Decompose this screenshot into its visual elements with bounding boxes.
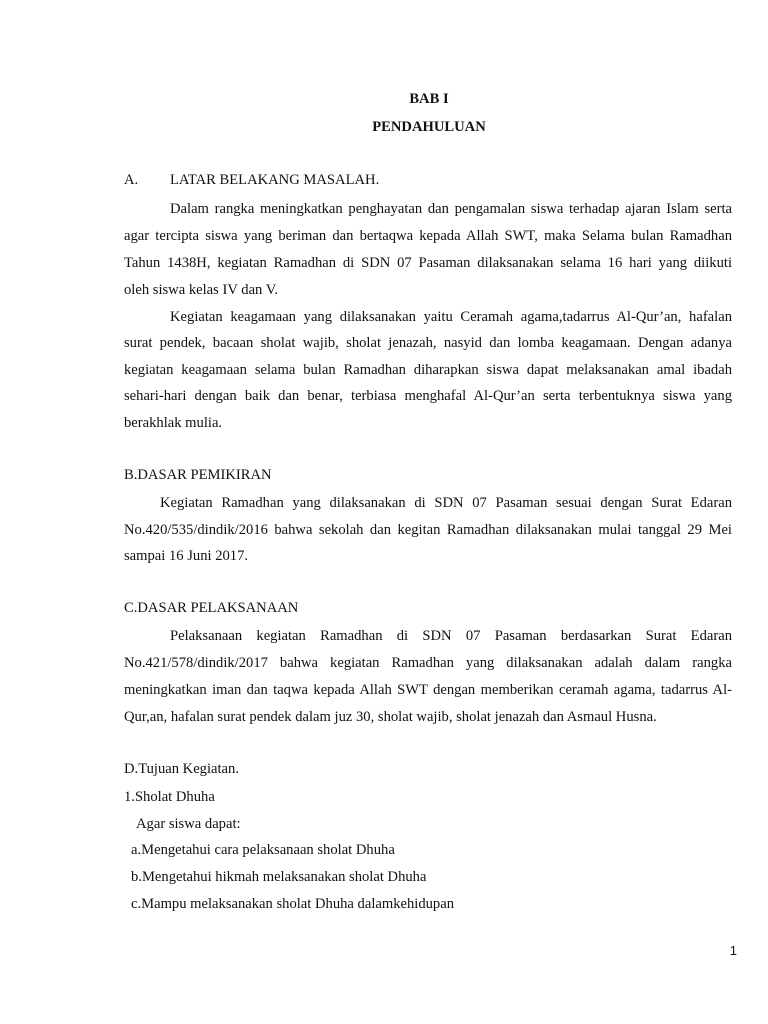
section-c-heading: C.DASAR PELAKSANAAN bbox=[124, 600, 299, 616]
section-a-line: Tahun 1438H, kegiatan Ramadhan di SDN 07 Pasaman dilaksanakan selama 16 hari yang diikuti bbox=[124, 255, 732, 271]
section-a-line: berakhlak mulia. bbox=[124, 415, 223, 431]
section-d-point: c.Mampu melaksanakan sholat Dhuha dalamkehidupan bbox=[131, 896, 454, 912]
section-d-point: a.Mengetahui cara pelaksanaan sholat Dhuha bbox=[131, 842, 395, 858]
section-d-point: b.Mengetahui hikmah melaksanakan sholat Dhuha bbox=[131, 869, 427, 885]
section-a-line: Dalam rangka meningkatkan penghayatan dan pengamalan siswa terhadap ajaran Islam serta bbox=[170, 201, 732, 217]
chapter-number: BAB I bbox=[409, 91, 449, 107]
section-a-title: LATAR BELAKANG MASALAH. bbox=[170, 172, 380, 188]
section-c-line: Pelaksanaan kegiatan Ramadhan di SDN 07 Pasaman berdasarkan Surat Edaran bbox=[170, 628, 732, 644]
page-number: 1 bbox=[729, 943, 737, 958]
section-a-line: agar tercipta siswa yang beriman dan bertaqwa kepada Allah SWT, maka Selama bulan Ramadhan bbox=[124, 228, 732, 244]
chapter-title: PENDAHULUAN bbox=[372, 119, 486, 135]
section-b-line: No.420/535/dindik/2016 bahwa sekolah dan kegitan Ramadhan dilaksanakan mulai tanggal 29 Mei bbox=[124, 522, 732, 538]
section-a-number: A. bbox=[124, 172, 139, 188]
section-a-line: surat pendek, bacaan sholat wajib, sholat jenazah, nasyid dan lomba keagamaan. Dengan adanya bbox=[124, 335, 732, 351]
section-d-intro: Agar siswa dapat: bbox=[136, 816, 241, 832]
section-b-line: sampai 16 Juni 2017. bbox=[124, 548, 249, 564]
section-a-line: sehari-hari dengan baik dan benar, terbiasa menghafal Al-Qur’an serta terbentuknya siswa yang bbox=[124, 388, 732, 404]
section-c-line: No.421/578/dindik/2017 bahwa kegiatan Ramadhan yang dilaksanakan adalah dalam rangka bbox=[124, 655, 732, 671]
section-a-line: oleh siswa kelas IV dan V. bbox=[124, 282, 279, 298]
section-c-line: meningkatkan iman dan taqwa kepada Allah SWT dengan memberikan ceramah agama, tadarrus Al- bbox=[124, 682, 732, 698]
section-b-line: Kegiatan Ramadhan yang dilaksanakan di SDN 07 Pasaman sesuai dengan Surat Edaran bbox=[160, 495, 732, 511]
section-a-heading bbox=[124, 172, 379, 189]
section-b-heading: B.DASAR PEMIKIRAN bbox=[124, 467, 272, 483]
section-a-line: kegiatan keagamaan selama bulan Ramadhan diharapkan siswa dapat melaksanakan amal ibadah bbox=[124, 362, 732, 378]
section-d-item-title: 1.Sholat Dhuha bbox=[124, 789, 215, 805]
section-a-line: Kegiatan keagamaan yang dilaksanakan yaitu Ceramah agama,tadarrus Al-Qur’an, hafalan bbox=[170, 309, 732, 325]
section-d-heading: D.Tujuan Kegiatan. bbox=[124, 761, 239, 777]
section-c-line: Qur,an, hafalan surat pendek dalam juz 30, sholat wajib, sholat jenazah dan Asmaul Husna. bbox=[124, 709, 657, 725]
